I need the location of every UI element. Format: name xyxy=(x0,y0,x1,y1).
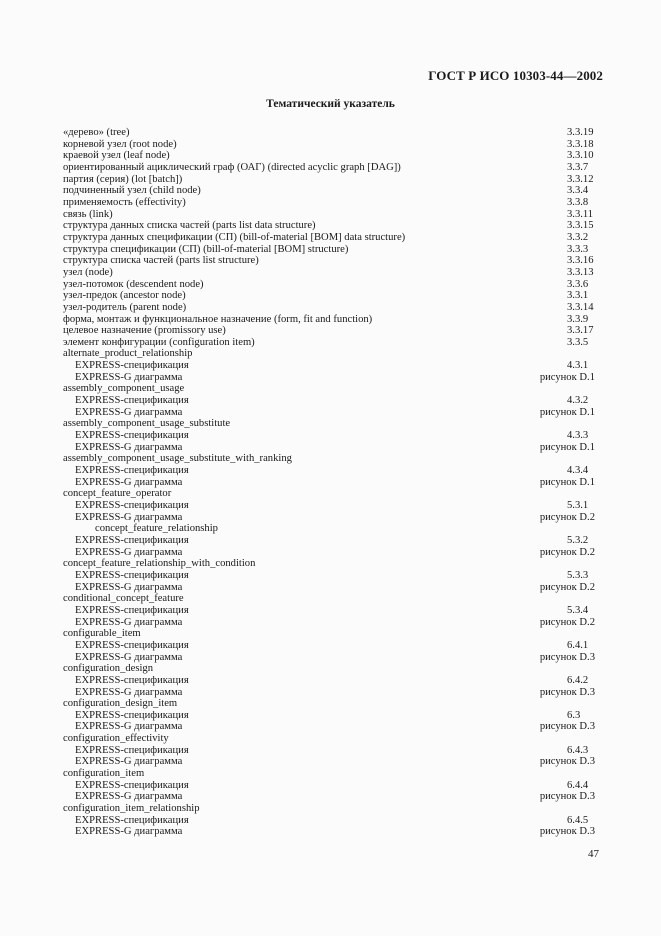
index-term: EXPRESS-G диаграмма xyxy=(75,826,183,838)
index-entry xyxy=(63,372,603,384)
index-term: concept_feature_relationship_with_condition xyxy=(63,558,256,570)
index-term: подчиненный узел (child node) xyxy=(63,185,201,197)
index-entry xyxy=(63,314,603,326)
figure-reference: рисунок D.2 xyxy=(539,616,595,628)
section-reference: 3.3.19 xyxy=(567,127,594,138)
section-reference: 3.3.16 xyxy=(567,255,594,267)
index-entry xyxy=(63,500,603,512)
index-term: форма, монтаж и функциональное назначение (form, fit and function) xyxy=(63,313,373,325)
index-term: EXPRESS-спецификация xyxy=(75,465,189,477)
index-entry xyxy=(63,826,603,838)
index-entry xyxy=(63,698,603,710)
figure-reference: рисунок D.1 xyxy=(539,441,595,453)
section-reference: 4.3.4 xyxy=(567,465,589,477)
figure-reference: рисунок D.2 xyxy=(539,581,595,593)
index-entry xyxy=(63,244,603,256)
index-entry xyxy=(63,488,603,500)
page-number: 47 xyxy=(588,848,599,860)
index-entry xyxy=(63,640,603,652)
section-reference: 5.3.4 xyxy=(567,604,589,616)
index-entry xyxy=(63,617,603,629)
section-reference: 3.3.12 xyxy=(567,173,594,185)
index-term: партия (серия) (lot [batch]) xyxy=(63,173,183,185)
section-reference: 3.3.4 xyxy=(567,185,589,197)
section-reference: 5.3.3 xyxy=(567,569,589,581)
section-reference: 6.4.5 xyxy=(567,814,589,826)
index-entry xyxy=(63,547,603,559)
page-title: Тематический указатель xyxy=(266,98,395,110)
figure-reference: рисунок D.1 xyxy=(539,371,595,383)
index-entry xyxy=(63,255,603,267)
section-reference: 6.3 xyxy=(567,709,581,721)
index-entry xyxy=(63,139,603,151)
index-entry xyxy=(63,721,603,733)
index-term: узел-потомок (descendent node) xyxy=(63,278,204,290)
index-term: assembly_component_usage xyxy=(63,383,185,395)
index-entry xyxy=(63,803,603,815)
figure-reference: рисунок D.3 xyxy=(539,686,595,698)
index-term: узел (node) xyxy=(63,266,113,278)
index-entry xyxy=(63,710,603,722)
index-entry xyxy=(63,465,603,477)
section-reference: 4.3.1 xyxy=(567,360,589,372)
index-entry xyxy=(63,733,603,745)
section-reference: 3.3.6 xyxy=(567,278,589,290)
index-term: корневой узел (root node) xyxy=(63,138,177,150)
index-term: структура списка частей (parts list structure) xyxy=(63,255,259,267)
section-reference: 3.3.1 xyxy=(567,290,589,302)
index-entry xyxy=(63,442,603,454)
section-reference: 3.3.7 xyxy=(567,161,589,173)
index-entry xyxy=(63,535,603,547)
index-term: EXPRESS-G диаграмма xyxy=(75,476,183,488)
section-reference: 4.3.3 xyxy=(567,430,589,442)
section-reference: 6.4.1 xyxy=(567,639,589,651)
figure-reference: рисунок D.3 xyxy=(539,826,595,838)
section-reference: 3.3.18 xyxy=(567,138,594,150)
index-entry xyxy=(63,628,603,640)
index-entry xyxy=(63,290,603,302)
section-reference: 6.4.4 xyxy=(567,779,589,791)
index-entry xyxy=(63,430,603,442)
index-term: configurable_item xyxy=(63,628,141,640)
figure-reference: рисунок D.3 xyxy=(539,651,595,663)
index-term: EXPRESS-G диаграмма xyxy=(75,686,183,698)
index-entry xyxy=(63,815,603,827)
index-term: EXPRESS-G диаграмма xyxy=(75,511,183,523)
index-term: assembly_component_usage_substitute_with_ranking xyxy=(63,453,292,465)
figure-reference: рисунок D.2 xyxy=(539,511,595,523)
index-entry xyxy=(63,127,603,139)
index-term: краевой узел (leaf node) xyxy=(63,150,170,162)
index-term: configuration_item_relationship xyxy=(63,803,200,815)
index-entry xyxy=(63,162,603,174)
section-reference: 3.3.11 xyxy=(567,208,594,220)
section-reference: 3.3.5 xyxy=(567,336,589,348)
index-term: узел-предок (ancestor node) xyxy=(63,290,186,302)
index-term: EXPRESS-спецификация xyxy=(75,360,189,372)
index-term: EXPRESS-G диаграмма xyxy=(75,406,183,418)
figure-reference: рисунок D.1 xyxy=(539,406,595,418)
index-entry xyxy=(63,383,603,395)
index-entry xyxy=(63,185,603,197)
section-reference: 3.3.17 xyxy=(567,325,594,337)
section-reference: 3.3.9 xyxy=(567,313,589,325)
index-entry xyxy=(63,395,603,407)
section-reference: 3.3.14 xyxy=(567,301,594,313)
figure-reference: рисунок D.3 xyxy=(539,756,595,768)
index-term: EXPRESS-спецификация xyxy=(75,395,189,407)
index-term: элемент конфигурации (configuration item) xyxy=(63,336,255,348)
index-term: EXPRESS-G диаграмма xyxy=(75,756,183,768)
index-term: EXPRESS-спецификация xyxy=(75,814,189,826)
section-reference: 3.3.10 xyxy=(567,150,594,162)
index-term: concept_feature_relationship xyxy=(95,523,218,535)
index-entry xyxy=(63,209,603,221)
index-term: EXPRESS-спецификация xyxy=(75,430,189,442)
index-term: EXPRESS-G диаграмма xyxy=(75,371,183,383)
index-term: EXPRESS-G диаграмма xyxy=(75,721,183,733)
index-entry xyxy=(63,745,603,757)
index-entry xyxy=(63,791,603,803)
index-term: структура спецификации (СП) (bill-of-material [BOM] structure) xyxy=(63,243,349,255)
index-term: ориентированный ациклический граф (ОАГ) (directed acyclic graph [DAG]) xyxy=(63,161,401,173)
section-reference: 3.3.15 xyxy=(567,220,594,232)
figure-reference: рисунок D.2 xyxy=(539,546,595,558)
index-entry xyxy=(63,150,603,162)
index-entry xyxy=(63,279,603,291)
index-term: configuration_design xyxy=(63,663,154,675)
index-term: configuration_effectivity xyxy=(63,733,169,745)
index-term: EXPRESS-G диаграмма xyxy=(75,616,183,628)
index-entry xyxy=(63,407,603,419)
index-term: EXPRESS-спецификация xyxy=(75,604,189,616)
index-entry xyxy=(63,325,603,337)
index-entry xyxy=(63,360,603,372)
section-reference: 3.3.2 xyxy=(567,231,589,243)
index-entry xyxy=(63,605,603,617)
index-entry xyxy=(63,663,603,675)
section-reference: 6.4.2 xyxy=(567,674,589,686)
section-reference: 3.3.13 xyxy=(567,266,594,278)
index-term: «дерево» (tree) xyxy=(63,127,130,138)
index-term: configuration_design_item xyxy=(63,698,178,710)
index-term: структура данных списка частей (parts list data structure) xyxy=(63,220,316,232)
index-term: целевое назначение (promissory use) xyxy=(63,325,226,337)
index-term: EXPRESS-спецификация xyxy=(75,709,189,721)
index-entry xyxy=(63,570,603,582)
section-reference: 4.3.2 xyxy=(567,395,589,407)
section-reference: 5.3.2 xyxy=(567,534,589,546)
figure-reference: рисунок D.3 xyxy=(539,721,595,733)
index-entry xyxy=(63,453,603,465)
index-term: EXPRESS-G диаграмма xyxy=(75,441,183,453)
index-entry xyxy=(63,232,603,244)
index-term: EXPRESS-G диаграмма xyxy=(75,651,183,663)
section-reference: 3.3.8 xyxy=(567,196,589,208)
index-term: узел-родитель (parent node) xyxy=(63,301,187,313)
index-term: conditional_concept_feature xyxy=(63,593,184,605)
index-term: EXPRESS-спецификация xyxy=(75,500,189,511)
index-entry xyxy=(63,756,603,768)
index-entry xyxy=(63,780,603,792)
document-code: ГОСТ Р ИСО 10303-44—2002 xyxy=(428,68,603,83)
index-entry xyxy=(63,652,603,664)
index-entry xyxy=(63,267,603,279)
index-entry xyxy=(63,418,603,430)
index-entry xyxy=(63,512,603,524)
index-term: EXPRESS-спецификация xyxy=(75,744,189,756)
index-entry xyxy=(63,687,603,699)
index-term: assembly_component_usage_substitute xyxy=(63,418,231,430)
index-term: EXPRESS-G диаграмма xyxy=(75,581,183,593)
index-entry xyxy=(63,523,603,535)
index-entry xyxy=(63,220,603,232)
index-entry xyxy=(63,768,603,780)
index-term: EXPRESS-спецификация xyxy=(75,779,189,791)
index-term: структура данных спецификации (СП) (bill-of-material [BOM] data structure) xyxy=(63,231,406,243)
index-term: EXPRESS-спецификация xyxy=(75,639,189,651)
section-reference: 5.3.1 xyxy=(567,500,589,511)
figure-reference: рисунок D.1 xyxy=(539,476,595,488)
section-reference: 6.4.3 xyxy=(567,744,589,756)
index-entry xyxy=(63,675,603,687)
index-entry xyxy=(63,593,603,605)
index-entry xyxy=(63,302,603,314)
index-entry xyxy=(63,174,603,186)
index-term: EXPRESS-G диаграмма xyxy=(75,791,183,803)
figure-reference: рисунок D.3 xyxy=(539,791,595,803)
index-entry xyxy=(63,582,603,594)
index-term: применяемость (effectivity) xyxy=(63,196,186,208)
index-term: связь (link) xyxy=(63,208,113,220)
index-entry xyxy=(63,477,603,489)
section-reference: 3.3.3 xyxy=(567,243,589,255)
index-entry xyxy=(63,197,603,209)
index-term: concept_feature_operator xyxy=(63,488,172,500)
index-entry xyxy=(63,348,603,360)
index-term: EXPRESS-G диаграмма xyxy=(75,546,183,558)
index-term: EXPRESS-спецификация xyxy=(75,569,189,581)
index-term: EXPRESS-спецификация xyxy=(75,674,189,686)
index-term: EXPRESS-спецификация xyxy=(75,534,189,546)
index-term: alternate_product_relationship xyxy=(63,348,193,360)
index-entry xyxy=(63,337,603,349)
index-term: configuration_item xyxy=(63,768,145,780)
index-entry xyxy=(63,558,603,570)
subject-index xyxy=(63,127,603,838)
